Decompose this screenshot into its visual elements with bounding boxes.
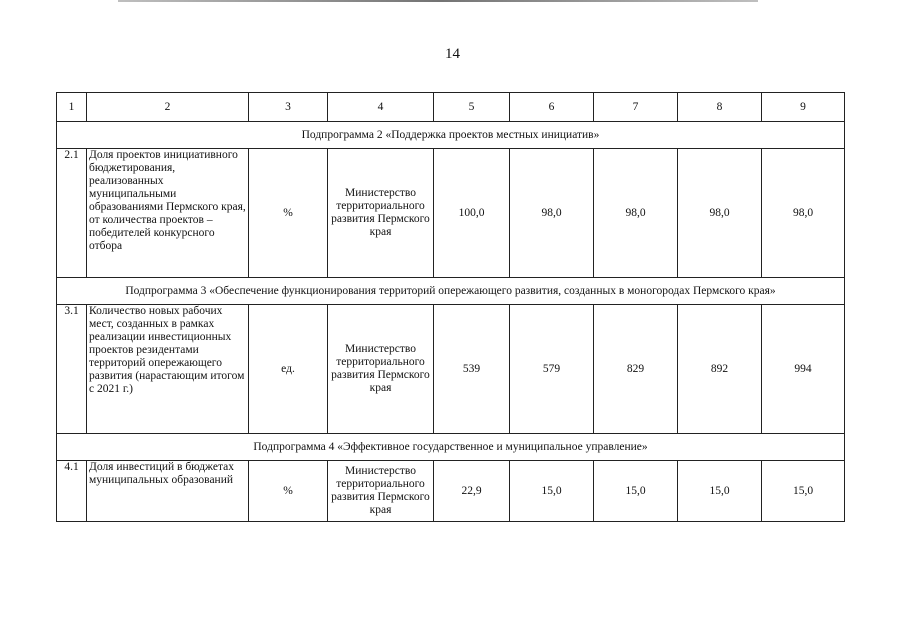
indicator-name: Количество новых рабочих мест, созданных в рамках реализации инвестиционных проектов резидентами территорий опережающего развития (нарастающим итогом с 2021 г.) bbox=[87, 305, 249, 434]
row-number: 2.1 bbox=[57, 149, 87, 278]
subprogram-title: Подпрограмма 2 «Поддержка проектов местных инициатив» bbox=[57, 122, 845, 149]
value-cell: 829 bbox=[594, 305, 678, 434]
header-cell: 9 bbox=[762, 93, 845, 122]
value-cell: 579 bbox=[510, 305, 594, 434]
value-cell: 994 bbox=[762, 305, 845, 434]
subprogram-row bbox=[57, 434, 845, 461]
unit-cell: ед. bbox=[249, 305, 328, 434]
header-cell: 4 bbox=[328, 93, 434, 122]
organization-cell: Министерство территориального развития Пермского края bbox=[328, 461, 434, 522]
header-row bbox=[57, 93, 845, 122]
indicators-table bbox=[56, 92, 845, 522]
table-row bbox=[57, 149, 845, 278]
value-cell: 15,0 bbox=[510, 461, 594, 522]
value-cell: 15,0 bbox=[678, 461, 762, 522]
table-row bbox=[57, 305, 845, 434]
organization-cell: Министерство территориального развития Пермского края bbox=[328, 305, 434, 434]
subprogram-title: Подпрограмма 4 «Эффективное государственное и муниципальное управление» bbox=[57, 434, 845, 461]
header-cell: 5 bbox=[434, 93, 510, 122]
subprogram-title: Подпрограмма 3 «Обеспечение функционирования территорий опережающего развития, созданных в моногородах Пермского края» bbox=[57, 278, 845, 305]
header-cell: 2 bbox=[87, 93, 249, 122]
value-cell: 22,9 bbox=[434, 461, 510, 522]
value-cell: 15,0 bbox=[594, 461, 678, 522]
value-cell: 539 bbox=[434, 305, 510, 434]
organization-cell: Министерство территориального развития Пермского края bbox=[328, 149, 434, 278]
header-cell: 3 bbox=[249, 93, 328, 122]
scan-artifact-line bbox=[118, 0, 758, 2]
header-cell: 7 bbox=[594, 93, 678, 122]
table-row bbox=[57, 461, 845, 522]
page-number: 14 bbox=[445, 46, 460, 62]
value-cell: 98,0 bbox=[762, 149, 845, 278]
unit-cell: % bbox=[249, 461, 328, 522]
row-number: 4.1 bbox=[57, 461, 87, 522]
value-cell: 892 bbox=[678, 305, 762, 434]
indicator-name: Доля проектов инициативного бюджетирования, реализованных муниципальными образованиями Пермского края, от количества проектов – победителей конкурсного отбора bbox=[87, 149, 249, 278]
value-cell: 100,0 bbox=[434, 149, 510, 278]
unit-cell: % bbox=[249, 149, 328, 278]
value-cell: 15,0 bbox=[762, 461, 845, 522]
header-cell: 1 bbox=[57, 93, 87, 122]
indicator-name: Доля инвестиций в бюджетах муниципальных образований bbox=[87, 461, 249, 522]
header-cell: 6 bbox=[510, 93, 594, 122]
row-number: 3.1 bbox=[57, 305, 87, 434]
value-cell: 98,0 bbox=[594, 149, 678, 278]
header-cell: 8 bbox=[678, 93, 762, 122]
subprogram-row bbox=[57, 122, 845, 149]
subprogram-row bbox=[57, 278, 845, 305]
value-cell: 98,0 bbox=[678, 149, 762, 278]
value-cell: 98,0 bbox=[510, 149, 594, 278]
